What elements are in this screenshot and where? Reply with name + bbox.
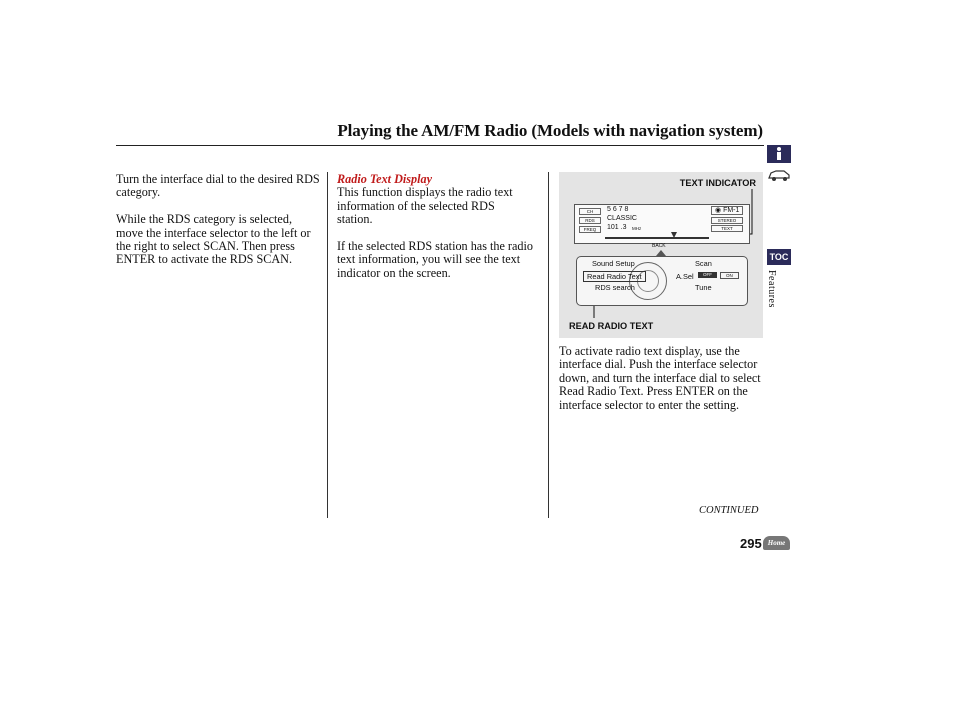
radio-display-figure [559,172,763,338]
page-title: Playing the AM/FM Radio (Models with navigation system) [337,121,763,140]
stereo-indicator: STEREO [711,217,743,224]
read-radio-text-label: READ RADIO TEXT [569,321,654,331]
continued-label: CONTINUED [699,505,759,516]
paragraph: Turn the interface dial to the desired RDS category. [116,172,320,200]
paragraph: If the selected RDS station has the radio text information, you will see the text indicator on the screen. [337,239,533,280]
rds-button: RDS [579,217,601,224]
channel-value: 5 6 7 8 [607,206,629,213]
toc-button[interactable] [767,249,791,265]
menu-item-tune: Tune [695,283,712,292]
menu-item-scan: Scan [695,259,712,268]
toc-label: TOC [769,252,789,262]
menu-item-a-sel: A.Sel [676,272,694,281]
car-icon[interactable] [767,168,791,182]
off-toggle: OFF [698,272,717,278]
frequency-unit: MHz [632,226,642,231]
side-tab-label: Features [766,270,777,308]
rds-category-value: CLASSIC [607,215,637,222]
paragraph: While the RDS category is selected, move the interface selector to the left or the right to select SCAN. Then press ENTER to activate the RDS SCAN. [116,212,311,267]
menu-item-rds-search: RDS search [595,283,635,292]
column-divider-2 [548,172,549,518]
radio-screen [574,204,750,244]
text-indicator-label: TEXT INDICATOR [679,178,756,188]
info-icon[interactable] [767,145,791,163]
home-label: Home [767,539,786,547]
middle-column [337,173,533,294]
title-rule [116,145,764,146]
tuning-marker [671,232,677,238]
page-number: 295 [740,536,762,551]
band-indicator [711,206,743,215]
menu-item-sound-setup: Sound Setup [592,259,635,268]
radio-icon: ◉ [715,207,724,214]
column-divider-1 [327,172,328,518]
ch-button: CH [579,208,601,215]
info-glyph [767,145,791,163]
left-column [116,173,322,280]
back-label: BACK [652,243,666,249]
band-label: FM-1 [723,207,740,214]
right-column [559,345,765,425]
paragraph: This function displays the radio text information of the selected RDS station. [337,185,513,227]
on-toggle: ON [720,272,739,279]
text-indicator: TEXT [711,225,743,232]
home-button[interactable] [763,536,790,550]
tuning-bar [605,237,709,239]
freq-button: FREQ [579,226,601,233]
menu-item-read-radio-text: Read Radio Text [583,271,646,282]
paragraph: To activate radio text display, use the interface dial. Push the interface selector down, and turn the interface dial to select Read Radio Text. Press ENTER on the interface selector to enter the setting. [559,344,761,412]
frequency-value: 101 .3 [607,224,627,231]
section-subheading: Radio Text Display [337,172,433,186]
